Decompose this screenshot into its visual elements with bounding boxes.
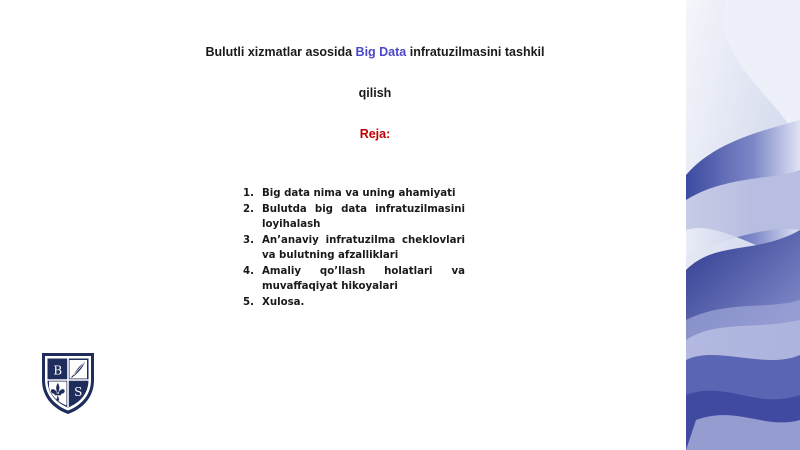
plan-heading: Reja: (359, 127, 391, 141)
title-text-before: Bulutli xizmatlar asosida (205, 45, 356, 59)
title-line-1 (0, 45, 750, 59)
plan-item-text: Amaliy qo’llash holatlari va muvaffaqiyat hikoyalari (262, 265, 465, 292)
plan-item (240, 202, 465, 233)
plan-item-number: 3. (243, 234, 254, 246)
plan-item-text: Xulosa. (262, 296, 305, 308)
plan-item (240, 233, 465, 264)
plan-item-number: 4. (243, 265, 254, 277)
plan-list (240, 186, 465, 310)
svg-text:B: B (53, 363, 63, 378)
plan-item-number: 1. (243, 188, 254, 199)
logo (26, 350, 110, 416)
shield-logo-icon (26, 350, 110, 416)
plan-item (240, 186, 465, 202)
abstract-wave-icon (686, 0, 800, 450)
plan-item-text: An’anaviy infratuzilma cheklovlari va bulutning afzalliklari (262, 234, 465, 261)
plan-item-number: 5. (243, 296, 254, 308)
plan-item (240, 264, 465, 295)
plan-item-text: Big data nima va uning ahamiyati (262, 188, 456, 199)
decorative-wave-panel (686, 0, 800, 450)
title-accent-big-data: Big Data (355, 45, 407, 59)
plan-item (240, 295, 465, 311)
svg-text:S: S (74, 385, 83, 399)
title-text-after: infratuzilmasini tashkil (406, 45, 545, 59)
title-line-2: qilish (358, 86, 392, 100)
plan-item-number: 2. (243, 203, 254, 215)
plan-item-text: Bulutda big data infratuzilmasini loyihalash (262, 203, 465, 230)
